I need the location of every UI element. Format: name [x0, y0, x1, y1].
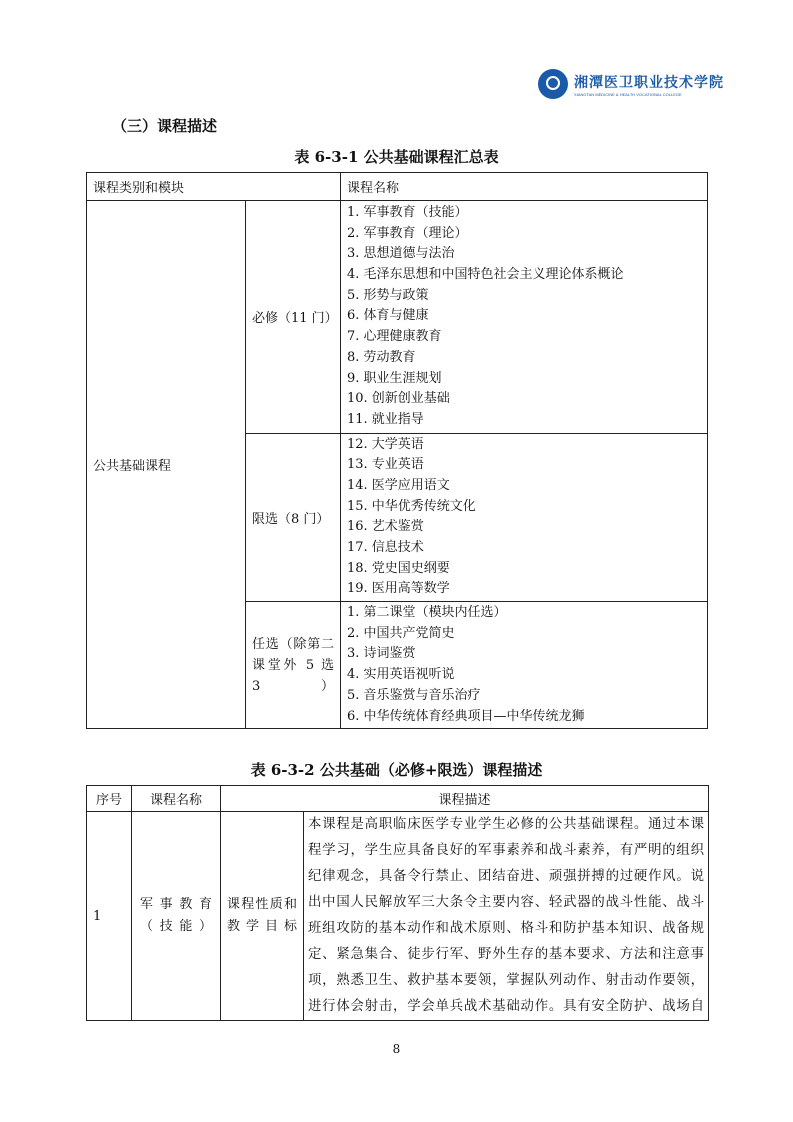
course-description-table: [86, 785, 709, 1021]
course-item: 2. 中国共产党简史: [347, 625, 455, 641]
public-course-summary-table: [86, 172, 708, 729]
course-item: 1. 第二课堂（模块内任选）: [347, 605, 507, 621]
page-number: 8: [392, 1042, 401, 1056]
group-optional-elective: 任选（除第二课堂外 5 选 3）: [246, 602, 341, 729]
logo-chinese-name: 湘潭医卫职业技术学院: [574, 74, 724, 91]
course-item: 12. 大学英语: [347, 436, 424, 452]
optional-elective-course-list: [341, 602, 708, 729]
course-item: 6. 体育与健康: [347, 308, 429, 324]
required-course-list: [341, 201, 708, 434]
description-cell: [304, 812, 709, 1021]
category-cell: 公共基础课程: [87, 201, 246, 729]
course-item: 11. 就业指导: [347, 411, 424, 427]
header-course-name: 课程名称: [132, 786, 221, 812]
course-item: 5. 形势与政策: [347, 287, 429, 303]
description-line: 进行体会射击，学会单兵战术基础动作。具有安全防护、战场自: [308, 999, 704, 1014]
table1-caption: 表 6-3-1 公共基础课程汇总表: [294, 148, 499, 166]
header-description: 课程描述: [221, 786, 709, 812]
course-item: 8. 劳动教育: [347, 349, 416, 365]
group-required: 必修（11 门）: [246, 201, 341, 434]
course-item: 10. 创新创业基础: [347, 391, 450, 407]
course-item: 15. 中华优秀传统文化: [347, 498, 476, 514]
course-item: 4. 毛泽东思想和中国特色社会主义理论体系概论: [347, 267, 624, 283]
course-item: 1. 军事教育（技能）: [347, 205, 468, 220]
course-item: 7. 心理健康教育: [347, 329, 442, 345]
description-line: 程学习，学生应具备良好的军事素养和战斗素养，有严明的组织: [308, 843, 704, 858]
description-line: 本课程是高职临床医学专业学生必修的公共基础课程。通过本课: [308, 817, 704, 832]
table2-caption: 表 6-3-2 公共基础（必修+限选）课程描述: [250, 761, 543, 779]
description-line: 班组攻防的基本动作和战术原则、格斗和防护基本知识、战备规: [308, 921, 704, 936]
logo-english-name: XIANGTAN MEDICINE & HEALTH VOCATIONAL COLLEGE: [574, 91, 682, 97]
header-no: 序号: [87, 786, 132, 812]
course-item: 19. 医用高等数学: [347, 581, 450, 597]
section-title: （三）课程描述: [112, 117, 218, 135]
course-item: 17. 信息技术: [347, 540, 424, 555]
aspect-cell: 课程性质和教学目标: [221, 812, 304, 1021]
description-line: 纪律观念，具备令行禁止、团结奋进、顽强拼搏的过硬作风。说: [308, 869, 704, 884]
description-line: 定、紧急集合、徒步行军、野外生存的基本要求、方法和注意事: [308, 947, 704, 962]
description-line: 项，熟悉卫生、救护基本要领，掌握队列动作、射击动作要领，: [308, 973, 704, 988]
course-item: 16. 艺术鉴赏: [347, 519, 424, 535]
course-name-cell: 军事教育（技能）: [132, 812, 221, 1021]
course-item: 18. 党史国史纲要: [347, 560, 450, 576]
course-item: 6. 中华传统体育经典项目—中华传统龙狮: [347, 708, 585, 724]
course-item: 2. 军事教育（理论）: [347, 225, 468, 241]
college-logo: [538, 66, 724, 102]
row-number: 1: [87, 812, 132, 1021]
course-item: 13. 专业英语: [347, 457, 424, 473]
college-seal-icon: [538, 69, 568, 99]
course-item: 3. 思想道德与法治: [347, 246, 455, 262]
group-limited-elective: 限选（8 门）: [246, 433, 341, 602]
course-item: 14. 医学应用语文: [347, 477, 450, 493]
course-item: 5. 音乐鉴赏与音乐治疗: [347, 687, 481, 703]
description-line: 出中国人民解放军三大条令主要内容、轻武器的战斗性能、战斗: [308, 895, 704, 910]
limited-elective-course-list: [341, 433, 708, 602]
header-course-name: 课程名称: [341, 173, 708, 201]
course-item: 9. 职业生涯规划: [347, 370, 442, 386]
course-item: 3. 诗词鉴赏: [347, 646, 416, 662]
course-item: 4. 实用英语视听说: [347, 667, 455, 683]
header-category: 课程类别和模块: [87, 173, 341, 201]
